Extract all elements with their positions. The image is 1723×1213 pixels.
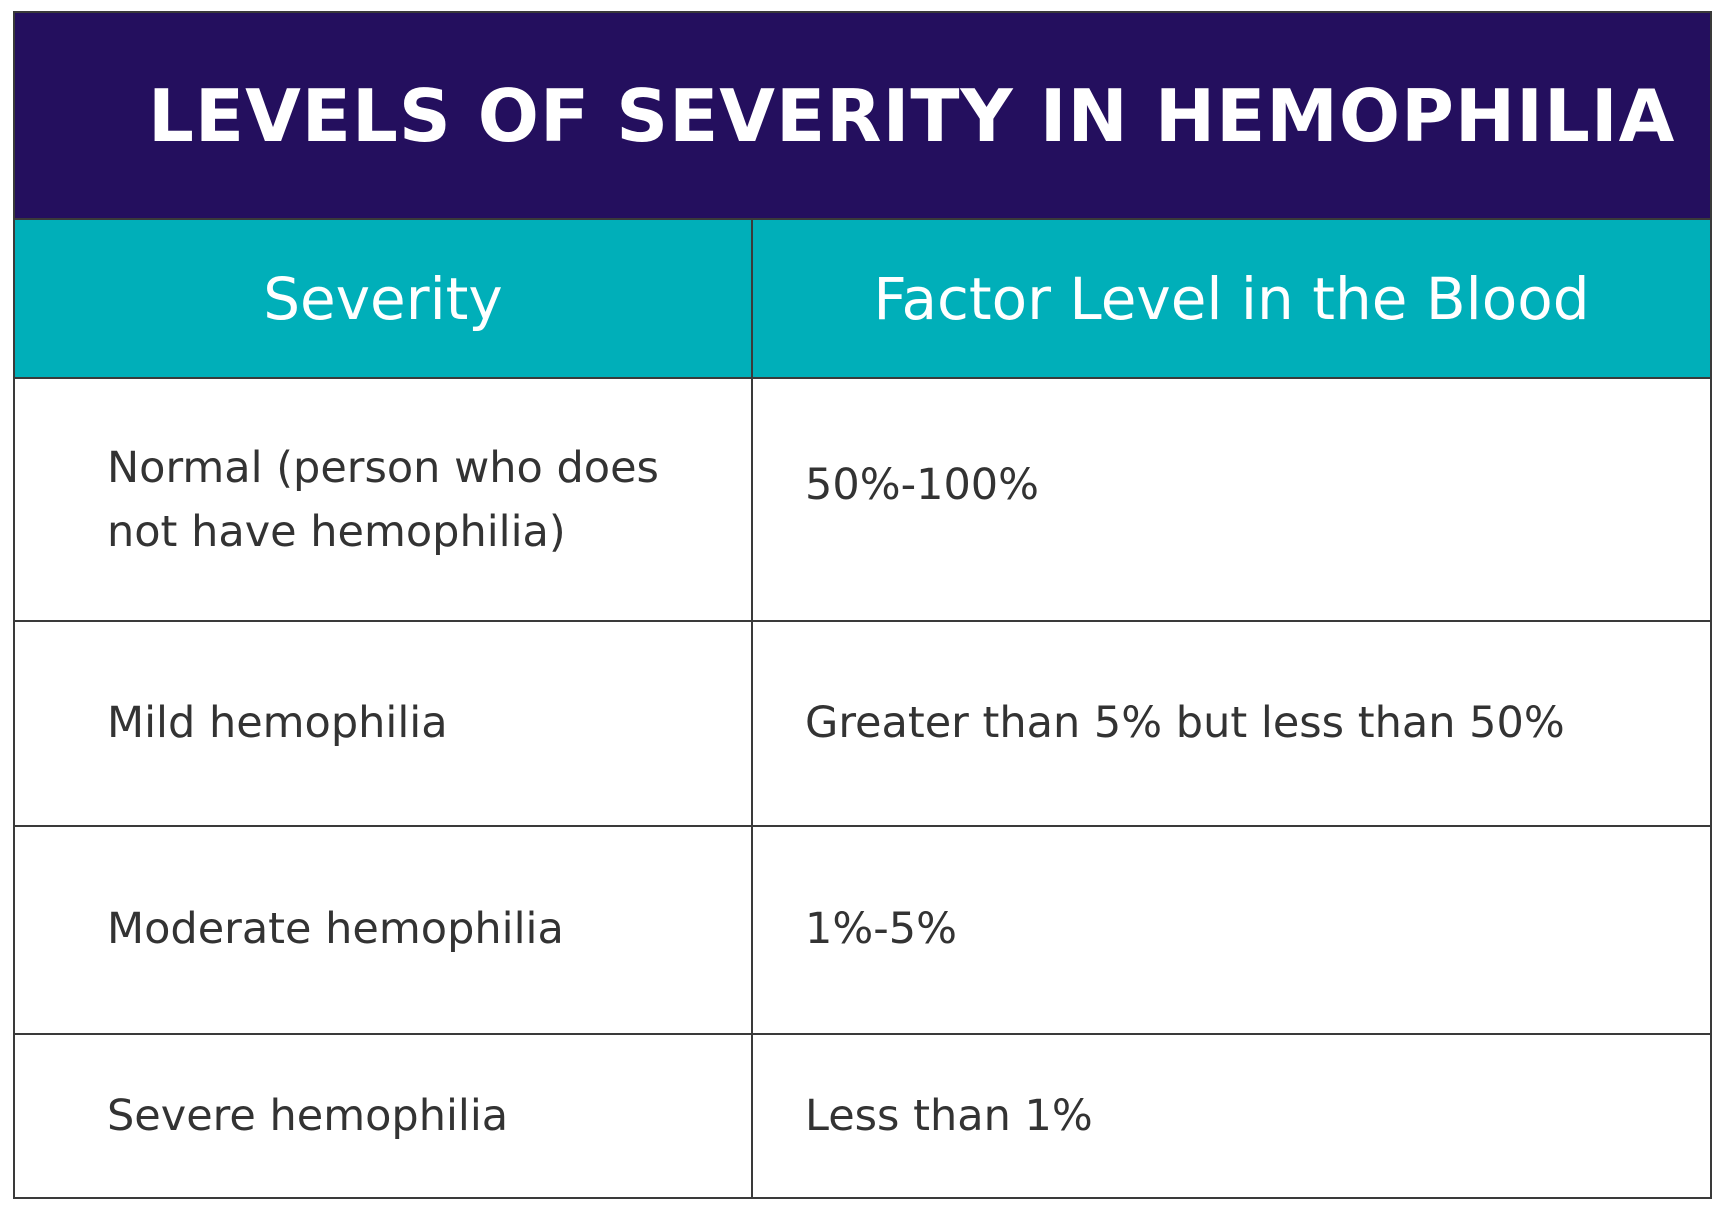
page-title: LEVELS OF SEVERITY IN HEMOPHILIA [148, 73, 1676, 158]
severity-cell: Normal (person who does not have hemophilia) [15, 379, 753, 620]
severity-cell: Moderate hemophilia [15, 825, 753, 1033]
column-header-factor-level: Factor Level in the Blood [873, 264, 1590, 333]
factor-level-cell: Less than 1% [805, 1091, 1093, 1141]
severity-cell: Mild hemophilia [15, 620, 753, 825]
table-header-row [15, 218, 1710, 379]
factor-level-cell: 1%-5% [805, 904, 957, 954]
table-row [15, 379, 1710, 622]
factor-level-cell: Greater than 5% but less than 50% [805, 697, 1565, 748]
severity-cell: Severe hemophilia [15, 1033, 753, 1199]
severity-table [13, 11, 1712, 1199]
title-bar [15, 13, 1710, 218]
column-header-severity: Severity [15, 220, 753, 377]
table-row [15, 620, 1710, 827]
factor-level-cell: 50%-100% [805, 459, 1040, 510]
table-row [15, 1033, 1710, 1199]
table-row [15, 825, 1710, 1035]
